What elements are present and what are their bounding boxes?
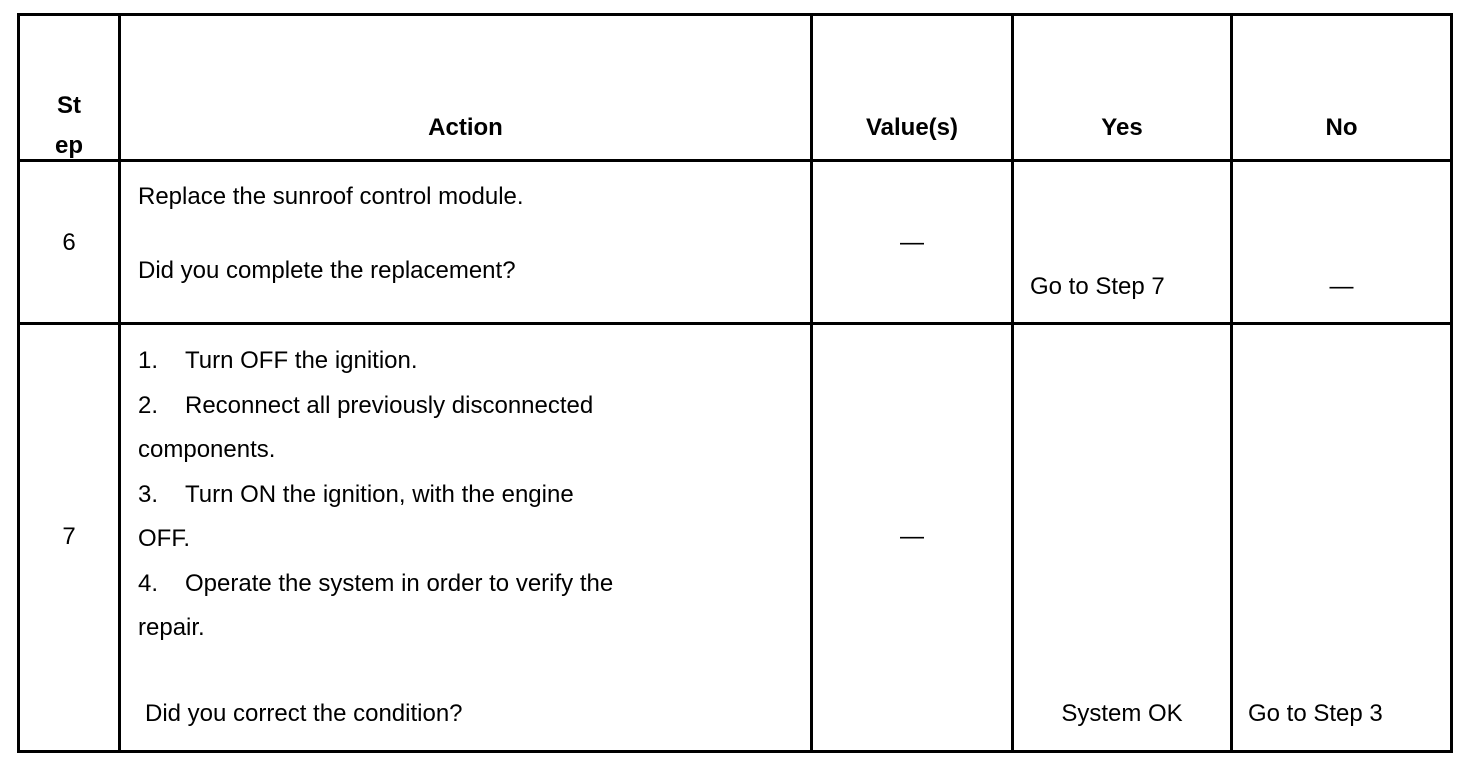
value-text: — <box>900 523 924 551</box>
list-item-text: OFF. <box>138 525 190 553</box>
list-item <box>138 525 613 570</box>
yes-header-label: Yes <box>1101 114 1143 141</box>
list-item-text: Reconnect all previously disconnected <box>185 391 594 419</box>
step-cell <box>19 160 120 324</box>
step-header-line1: St <box>57 92 81 119</box>
step-header-line2: ep <box>54 132 83 159</box>
list-item-text: Turn OFF the ignition. <box>185 347 418 375</box>
yes-cell <box>1013 324 1232 752</box>
list-item <box>138 347 613 392</box>
no-text: — <box>1329 272 1354 300</box>
value-cell <box>812 160 1013 324</box>
list-item-text: components. <box>138 436 276 464</box>
list-item-number: 3. <box>138 480 159 508</box>
action-list <box>138 347 613 659</box>
yes-header <box>1013 15 1232 161</box>
diagnostic-table <box>17 13 1453 753</box>
table-row-step-6 <box>19 160 1452 324</box>
step-cell <box>19 324 120 752</box>
list-item <box>138 436 613 481</box>
action-header-label: Action <box>428 114 503 141</box>
list-item <box>138 481 613 526</box>
list-item-number: 4. <box>138 569 159 597</box>
no-header-label: No <box>1325 114 1358 141</box>
action-cell <box>120 160 812 324</box>
list-item-text: repair. <box>138 614 205 642</box>
list-item-number: 2. <box>138 391 159 419</box>
action-line: Replace the sunroof control module. <box>138 182 524 210</box>
step-number: 7 <box>62 523 76 551</box>
value-cell <box>812 324 1013 752</box>
no-cell <box>1232 160 1452 324</box>
no-cell <box>1232 324 1452 752</box>
value-text: — <box>900 228 924 256</box>
values-header-label: Value(s) <box>865 114 959 141</box>
list-item-text: Operate the system in order to verify the <box>185 569 614 597</box>
header-row <box>19 15 1452 161</box>
action-question: Did you correct the condition? <box>145 700 463 728</box>
values-header <box>812 15 1013 161</box>
action-header <box>120 15 812 161</box>
yes-cell <box>1013 160 1232 324</box>
list-item-number: 1. <box>138 347 159 375</box>
list-item <box>138 570 613 615</box>
table-row-step-7 <box>19 324 1452 752</box>
step-header <box>19 15 120 161</box>
list-item-text: Turn ON the ignition, with the engine <box>185 480 574 508</box>
action-cell <box>120 324 812 752</box>
step-number: 6 <box>62 228 76 256</box>
list-item <box>138 392 613 437</box>
yes-text: Go to Step 7 <box>1030 272 1165 300</box>
yes-text: System OK <box>1061 700 1183 728</box>
action-question: Did you complete the replacement? <box>138 256 516 284</box>
no-text: Go to Step 3 <box>1248 700 1383 728</box>
no-header <box>1232 15 1452 161</box>
list-item <box>138 614 613 659</box>
